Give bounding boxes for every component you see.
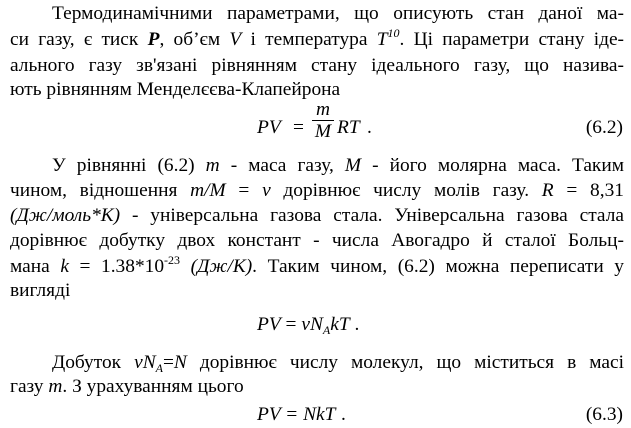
paragraph2-line2 xyxy=(10,179,624,203)
paragraph3-line2 xyxy=(10,375,624,399)
fraction-numerator: m xyxy=(315,99,330,120)
paragraph2-line5 xyxy=(10,255,624,279)
paragraph1-line2 xyxy=(10,28,624,52)
text: = 8,31 xyxy=(553,180,624,201)
ratio-symbol: m/M xyxy=(190,180,226,201)
mass-symbol: m xyxy=(48,376,63,397)
paragraph2-line4 xyxy=(10,229,624,253)
eq-lhs xyxy=(257,116,281,140)
text: = xyxy=(162,352,174,373)
fraction-denominator: M xyxy=(314,121,332,142)
nu-symbol: ν xyxy=(301,314,310,335)
paragraph2-line1 xyxy=(52,154,624,178)
eq-equals: = xyxy=(280,314,302,335)
text: дорівнює числу молів газу. xyxy=(270,180,542,201)
equation-nu-na-kt xyxy=(257,313,359,337)
units: (Дж/К) xyxy=(180,256,253,277)
text: У рівнянні (6.2) xyxy=(52,155,206,176)
text: . Ці параметри стану іде- xyxy=(399,29,625,50)
product-symbol xyxy=(134,352,163,373)
volume-symbol: V xyxy=(229,29,242,50)
text: дорівнює добутку двох констант - числа Авогадро й сталої Больц- xyxy=(10,230,624,251)
text: = 1.38*10 xyxy=(68,256,165,277)
text: вигляді xyxy=(10,280,71,301)
text: = xyxy=(225,180,263,201)
units: (Дж/моль*К) xyxy=(10,205,121,226)
equation-number: (6.2) xyxy=(585,117,623,138)
text: νN xyxy=(134,352,156,373)
text: - маса газу, xyxy=(219,155,345,176)
pressure-symbol: P xyxy=(147,29,160,50)
text: дорівнює числу молекул, що міститься в масі xyxy=(186,352,624,373)
mass-symbol: m xyxy=(205,155,220,176)
molar-mass-symbol: M xyxy=(344,155,362,176)
text: . З урахуванням цього xyxy=(62,376,244,397)
text: T xyxy=(376,29,388,50)
subscript: A xyxy=(322,323,331,337)
eq-body: PV = NkT xyxy=(257,404,336,425)
text: си газу, є тиск xyxy=(10,29,148,50)
text: N xyxy=(309,314,323,335)
exponent: -23 xyxy=(164,253,181,267)
paragraph2-line3 xyxy=(10,204,624,228)
fraction-m-over-M xyxy=(311,100,335,143)
text: чином, відношення xyxy=(10,180,191,201)
text: Термодинамічними параметрами, що описують стан даної ма- xyxy=(52,3,624,24)
eq-period: . xyxy=(367,117,372,138)
text: , об’єм xyxy=(159,29,230,50)
equation-number: (6.3) xyxy=(585,404,623,425)
nu-symbol: ν xyxy=(262,180,271,201)
paragraph2-line6 xyxy=(10,279,624,303)
text: PV xyxy=(257,314,281,335)
footnote-ref: 10 xyxy=(387,26,400,40)
text: ють рівнянням Менделєєва-Клапейрона xyxy=(10,79,341,100)
molecule-count-symbol: N xyxy=(173,352,187,373)
text: - його молярна маса. Таким xyxy=(361,155,624,176)
text: kT xyxy=(330,314,350,335)
gas-constant-symbol: R xyxy=(541,180,554,201)
paragraph1-line3 xyxy=(10,54,624,78)
eq-period: . xyxy=(341,404,346,425)
text: і температура xyxy=(241,29,377,50)
text: PV xyxy=(257,117,281,138)
text: - універсальна газова стала. Універсальна газова стала xyxy=(120,205,624,226)
text: . Таким чином, (6.2) можна переписати у xyxy=(252,256,625,277)
eq-rhs: RT xyxy=(337,117,360,138)
text: газу xyxy=(10,376,49,397)
text: мана xyxy=(10,256,61,277)
text: ального газу зв'язані рівнянням стану ідеального газу, що назива- xyxy=(10,55,624,76)
eq-equals: = xyxy=(293,117,304,138)
eq-period: . xyxy=(349,314,360,335)
subscript: A xyxy=(155,361,163,375)
boltzmann-symbol: k xyxy=(60,256,69,277)
paragraph3-line1 xyxy=(52,351,624,375)
temperature-symbol xyxy=(376,26,400,50)
paragraph1-line1 xyxy=(52,2,624,26)
text: Добуток xyxy=(52,352,135,373)
